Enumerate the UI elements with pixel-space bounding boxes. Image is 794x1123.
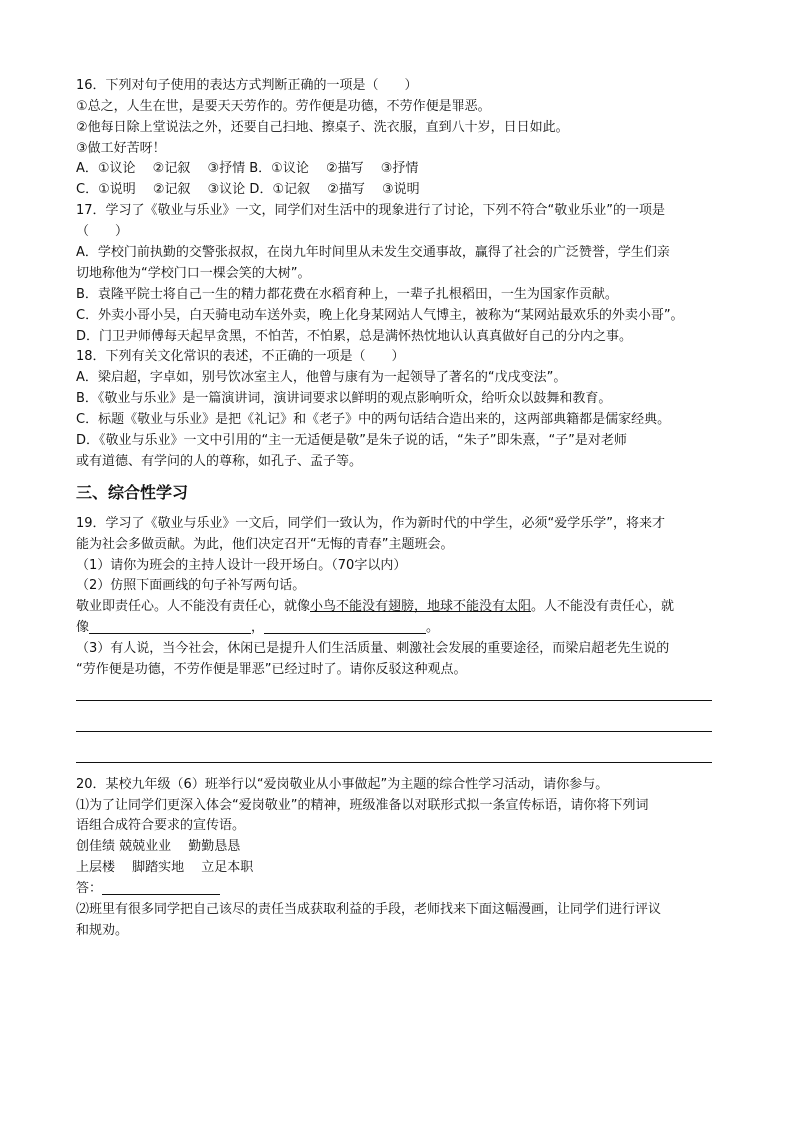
q20-part2-line2: 和规劝。	[76, 923, 129, 938]
q17-option-b: B．袁隆平院士将自己一生的精力都花费在水稻育种上，一辈子扎根稻田，一生为国家作贡献。	[76, 287, 618, 302]
section-heading: 三、综合性学习	[76, 483, 189, 502]
q20-answer-label: 答：	[76, 881, 103, 896]
q20-part1-line1: ⑴为了让同学们更深入体会“爱岗敬业”的精神，班级准备以对联形式拟一条宣传标语，请你将下列词	[76, 798, 649, 813]
q19-part1: （1）请你为班会的主持人设计一段开场白。（70字以内）	[76, 558, 407, 573]
q19-example-line	[76, 597, 674, 617]
q17-stem: 17．学习了《敬业与乐业》一文，同学们对生活中的现象进行了讨论，下列不符合“敬业乐业”的一项是	[76, 203, 666, 218]
q18-option-a: A．梁启超，字卓如，别号饮冰室主人，他曾与康有为一起领导了著名的“戊戌变法”。	[76, 370, 567, 385]
q16-stem: 16．下列对句子使用的表达方式判断正确的一项是（ ）	[76, 78, 418, 93]
q16-sentence-2: ②他每日除上堂说法之外，还要自己扫地、擦桌子、洗衣服，直到八十岁，日日如此。	[76, 120, 569, 135]
q17-paren: （ ）	[76, 224, 129, 239]
q19-blank-1[interactable]	[89, 619, 251, 634]
q19-part2: （2）仿照下面画线的句子补写两句话。	[76, 578, 306, 593]
q20-part1-line2: 语组合成符合要求的宣传语。	[76, 818, 246, 833]
q17-option-d: D．门卫尹师傅每天起早贪黑，不怕苦，不怕累，总是满怀热忱地认认真真做好自己的分内之事。	[76, 329, 633, 344]
q19-fill-line	[76, 618, 439, 638]
q16-options-ab: A．①议论 ②记叙 ③抒情 B．①议论 ②描写 ③抒情	[76, 161, 419, 176]
q18-option-c: C．标题《敬业与乐业》是把《礼记》和《老子》中的两句话结合造出来的，这两部典籍都是儒家经典。	[76, 412, 671, 427]
answer-line-1[interactable]	[76, 700, 712, 701]
q19-underlined-sentence: 小鸟不能没有翅膀，地球不能没有太阳	[310, 599, 532, 614]
answer-line-2[interactable]	[76, 731, 712, 732]
q19-example-suffix: 。人不能没有责任心，就	[531, 599, 675, 614]
q19-fill-comma: ，	[251, 620, 265, 635]
q19-fill-prefix: 像	[76, 620, 90, 635]
q17-option-c: C．外卖小哥小吴，白天骑电动车送外卖，晚上化身某网站人气博主，被称为“某网站最欢乐的外卖小哥”。	[76, 308, 684, 323]
q16-options-cd: C．①说明 ②记叙 ③议论 D．①记叙 ②描写 ③说明	[76, 182, 420, 197]
q17-option-a-line1: A．学校门前执勤的交警张叔叔，在岗九年时间里从未发生交通事故，赢得了社会的广泛赞誉，学生们亲	[76, 245, 670, 260]
q19-part3-line1: （3）有人说，当今社会，休闲已是提升人们生活质量、刺激社会发展的重要途径，而梁启超老先生说的	[76, 641, 670, 656]
q19-blank-2[interactable]	[264, 619, 426, 634]
q20-words-line1: 创佳绩 兢兢业业 勤勤恳恳	[76, 839, 241, 854]
q19-example-prefix: 敬业即责任心。人不能没有责任心，就像	[76, 599, 311, 614]
q18-option-d-line1: D．《敬业与乐业》一文中引用的“主一无适便是敬”是朱子说的话，“朱子”即朱熹，“子”是对老师	[76, 433, 627, 448]
q20-answer-blank[interactable]	[102, 880, 220, 895]
q20-answer-line	[76, 879, 220, 899]
q16-sentence-3: ③做工好苦呀！	[76, 141, 166, 156]
q19-line2: 能为社会多做贡献。为此，他们决定召开“无悔的青春”主题班会。	[76, 537, 454, 552]
q17-option-a-line2: 切地称他为“学校门口一棵会笑的大树”。	[76, 266, 311, 281]
answer-line-3[interactable]	[76, 762, 712, 763]
q20-words-line2: 上层楼 脚踏实地 立足本职	[76, 860, 254, 875]
q19-fill-period: 。	[426, 620, 440, 635]
q20-part2-line1: ⑵班里有很多同学把自己该尽的责任当成获取利益的手段，老师找来下面这幅漫画，让同学们进行评议	[76, 902, 662, 917]
q19-part3-line2: “劳作便是功德，不劳作便是罪恶”已经过时了。请你反驳这种观点。	[76, 662, 467, 677]
q18-stem: 18．下列有关文化常识的表述，不正确的一项是（ ）	[76, 349, 405, 364]
q16-sentence-1: ①总之，人生在世，是要天天劳作的。劳作便是功德，不劳作便是罪恶。	[76, 99, 491, 114]
q18-option-d-line2: 或有道德、有学问的人的尊称，如孔子、孟子等。	[76, 454, 363, 469]
q18-option-b: B．《敬业与乐业》是一篇演讲词，演讲词要求以鲜明的观点影响听众，给听众以鼓舞和教育。	[76, 391, 612, 406]
q20-line1: 20．某校九年级（6）班举行以“爱岗敬业从小事做起”为主题的综合性学习活动，请你参与。	[76, 777, 609, 792]
q19-line1: 19．学习了《敬业与乐业》一文后，同学们一致认为，作为新时代的中学生，必须“爱学乐学”，将来才	[76, 516, 666, 531]
